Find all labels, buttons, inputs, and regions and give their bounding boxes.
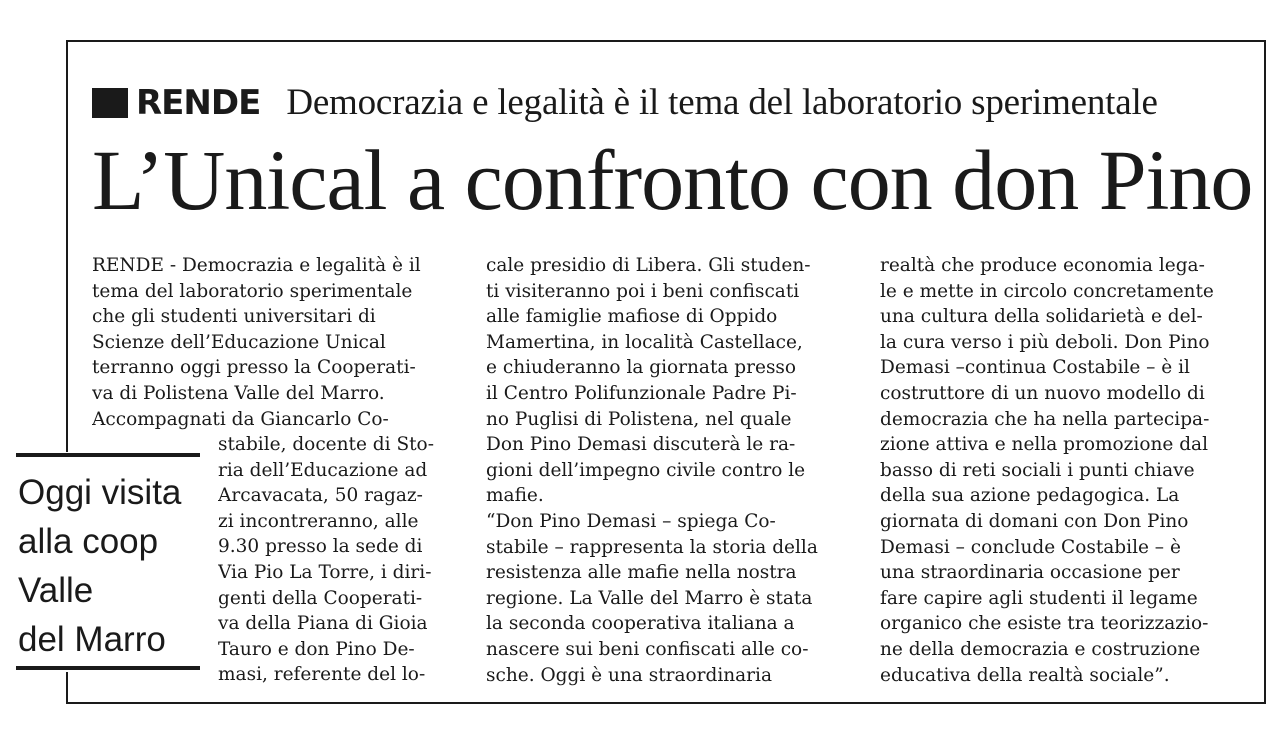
headline: L’Unical a confronto con don Pino [92,132,1253,228]
sidebar-callout [18,468,208,664]
sidebar-rule-top [16,453,200,457]
article-line: ne della democrazia e costruzione [880,638,1201,660]
article-line: una cultura della solidarietà e del- [880,306,1203,328]
article-line: masi, referente del lo- [218,664,426,686]
article-line: stabile – rappresenta la storia della [486,536,818,558]
kicker-square-icon [92,88,128,118]
article-line: il Centro Polifunzionale Padre Pi- [486,382,797,404]
article-line: va della Piana di Gioia [218,613,428,635]
article-line: organico che esiste tra teorizzazio- [880,613,1209,635]
article-line: regione. La Valle del Marro è stata [486,587,813,609]
article-column-2 [486,253,852,688]
article-line: RENDE - Democrazia e legalità è il [92,255,421,276]
article-line: Don Pino Demasi discuterà le ra- [486,434,796,456]
article-line: realtà che produce economia lega- [880,255,1205,276]
article-line: cale presidio di Libera. Gli studen- [486,255,811,276]
article-column-1 [92,253,457,432]
article-line: “Don Pino Demasi – spiega Co- [486,510,776,532]
article-line: e chiuderanno la giornata presso [486,357,797,379]
article-line: Accompagnati da Giancarlo Co- [92,408,389,430]
article-line: basso di reti sociali i punti chiave [880,459,1195,481]
sidebar-rule-bottom [16,666,200,670]
article-line: giornata di domani con Don Pino [880,510,1189,532]
article-line: Arcavacata, 50 ragaz- [218,485,423,507]
article-line: Demasi –continua Costabile – è il [880,357,1190,379]
article-line: Demasi – conclude Costabile – è [880,536,1181,558]
kicker-row [92,84,1242,122]
article-line: ria dell’Educazione ad [218,459,428,481]
article-line: la seconda cooperativa italiana a [486,613,795,635]
article-line: democrazia che ha nella partecipa- [880,408,1210,430]
article-line: mafie. [486,485,544,507]
article-line: della sua azione pedagogica. La [880,485,1180,507]
article-line: Mamertina, in località Castellace, [486,331,803,353]
article-line: Scienze dell’Educazione Unical [92,331,386,353]
article-line: educativa della realtà sociale”. [880,664,1170,686]
article-line: Via Pio La Torre, i diri- [218,561,432,583]
sidebar-line: Oggi visita [18,473,182,512]
kicker-subtitle: Democrazia e legalità è il tema del laboratorio sperimentale [286,82,1158,123]
sidebar-line: del Marro [18,620,166,659]
article-line: no Puglisi di Polistena, nel quale [486,408,792,430]
article-line: resistenza alle mafie nella nostra [486,562,797,584]
article-line: fare capire agli studenti il legame [880,587,1198,609]
article-column-1-continued [218,432,458,688]
sidebar-line: alla coop [18,522,159,561]
sidebar-line: Valle [18,571,94,610]
article-line: terranno oggi presso la Cooperati- [92,357,416,379]
article-column-3 [880,253,1245,688]
article-line: che gli studenti universitari di [92,306,376,328]
article-line: alle famiglie mafiose di Oppido [486,306,778,328]
article-line: zi incontreranno, alle [218,510,419,532]
article-line: stabile, docente di Sto- [218,434,434,455]
article-line: ti visiteranno poi i beni confiscati [486,280,800,302]
article-line: genti della Cooperati- [218,587,423,609]
article-line: la cura verso i più deboli. Don Pino [880,331,1210,353]
article-line: sche. Oggi è una straordinaria [486,664,772,686]
article-line: le e mette in circolo concretamente [880,280,1214,302]
kicker-label: RENDE [136,83,261,123]
article-line: tema del laboratorio sperimentale [92,280,413,302]
article-line: zione attiva e nella promozione dal [880,434,1208,456]
article-line: gioni dell’impegno civile contro le [486,459,806,481]
article-line: Tauro e don Pino De- [218,638,415,660]
article-line: una straordinaria occasione per [880,562,1180,584]
article-line: 9.30 presso la sede di [218,536,423,558]
article-line: nascere sui beni confiscati alle co- [486,638,809,660]
article-line: costruttore di un nuovo modello di [880,382,1205,404]
article-line: va di Polistena Valle del Marro. [92,382,385,404]
